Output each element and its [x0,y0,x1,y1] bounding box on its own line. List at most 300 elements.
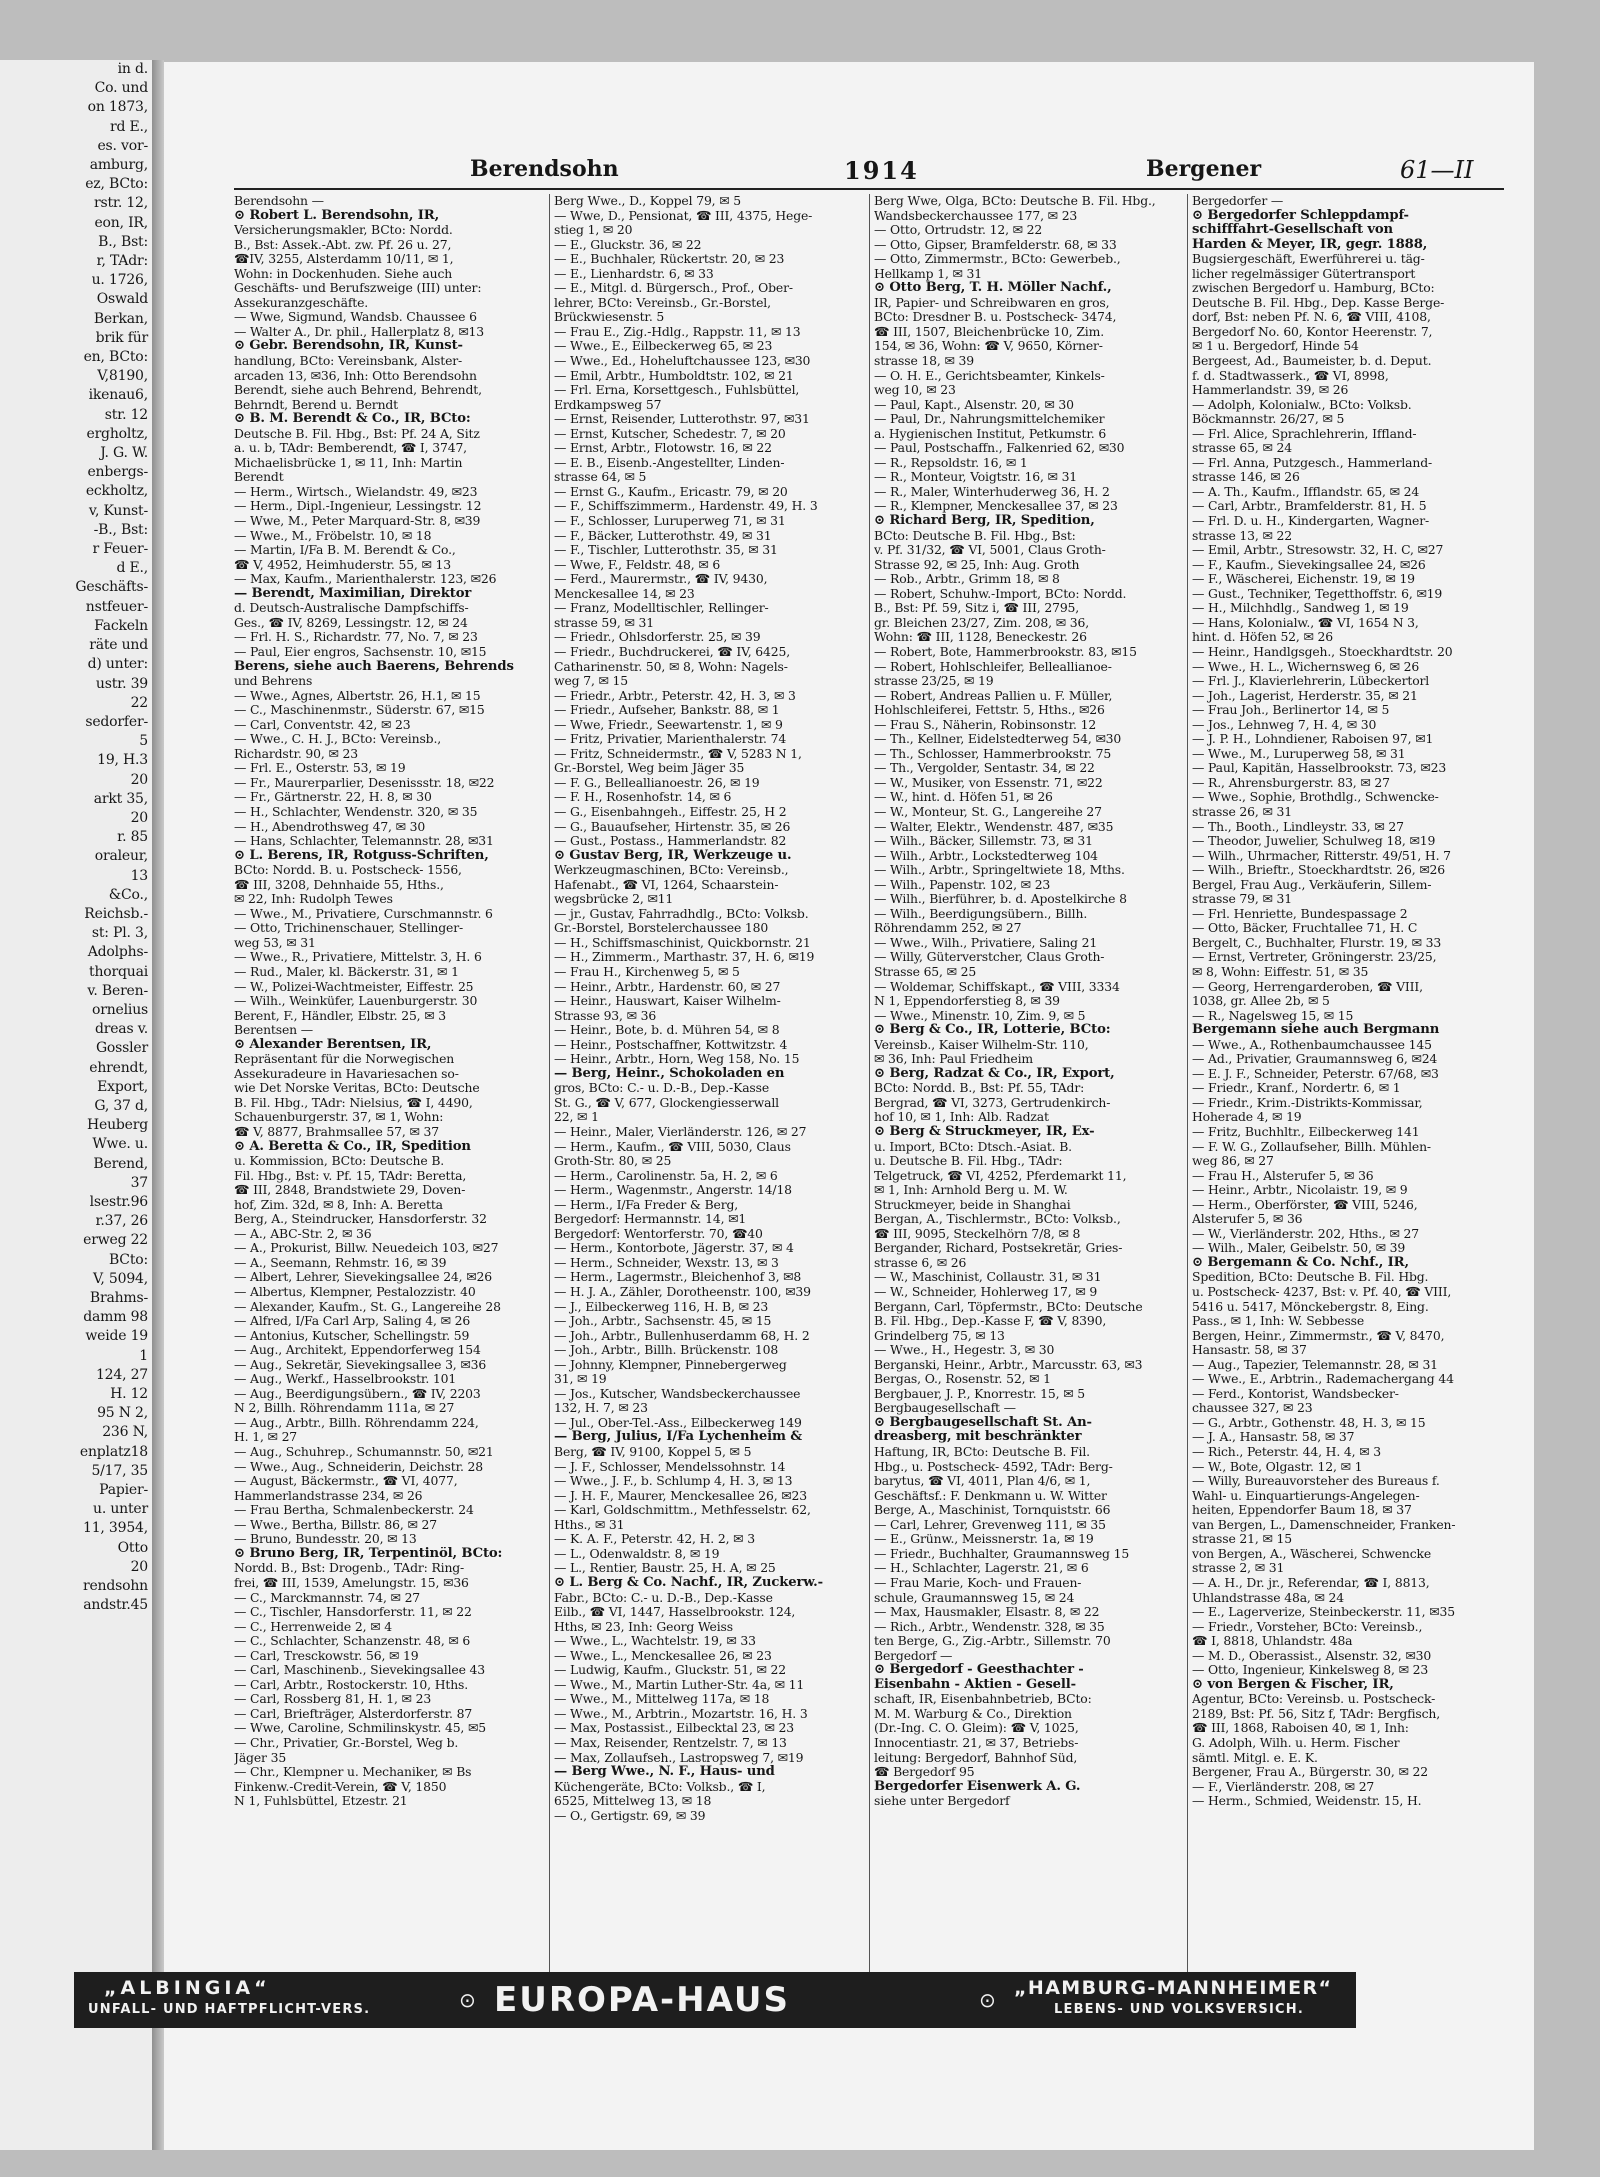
directory-entry-line: Eilb., ☎ VI, 1447, Hasselbrookstr. 124, [554,1605,796,1620]
directory-entry-line: strasse 18, ✉ 39 [874,354,974,369]
directory-entry-line: Ges., ☎ IV, 8269, Lessingstr. 12, ✉ 24 [234,615,468,630]
firm-entry-heading: ⊙ Richard Berg, IR, Spedition, [874,514,1095,529]
directory-entry-line: — Hans, Schlachter, Telemannstr. 28, ✉31 [234,834,494,849]
directory-entry-line: — H., Schiffsmaschinist, Quickbornstr. 21 [554,935,811,950]
prev-page-line: ornelius [92,1001,148,1018]
directory-entry-line: — Wwe, Sigmund, Wandsb. Chaussee 6 [234,310,477,325]
directory-entry-line: Michaelisbrücke 1, ✉ 11, Inh: Martin [234,455,463,470]
directory-entry-line: — Frl. H. S., Richardstr. 77, No. 7, ✉ 23 [234,630,478,645]
prev-page-line: BCto: [108,1251,148,1268]
directory-entry-line: van Bergen, L., Damenschneider, Franken- [1192,1517,1456,1532]
directory-entry-line: — Herm., Carolinenstr. 5a, H. 2, ✉ 6 [554,1168,778,1183]
page-number: 61—II [1400,156,1474,184]
prev-page-line: &Co., [108,886,148,903]
directory-entry-line: — Herm., Schmied, Weidenstr. 15, H. [1192,1794,1422,1809]
directory-entry-line: — J. F., Schlosser, Mendelssohnstr. 14 [554,1459,786,1474]
directory-entry-line: — Wilh., Maler, Geibelstr. 50, ✉ 39 [1192,1241,1406,1256]
directory-entry-line: u. Kommission, BCto: Deutsche B. [234,1154,445,1169]
firm-entry-heading: ⊙ Gustav Berg, IR, Werkzeuge u. [554,848,792,863]
directory-entry-line: Struckmeyer, beide in Shanghai [874,1197,1071,1212]
directory-entry-line: — Ferd., Kontorist, Wandsbecker- [1192,1386,1399,1401]
directory-entry-line: BCto: Dresdner B. u. Postscheck- 3474, [874,310,1117,325]
directory-entry-line: — Max, Kaufm., Marienthalerstr. 123, ✉26 [234,572,497,587]
directory-entry-line: — Martin, I/Fa B. M. Berendt & Co., [234,543,456,558]
directory-entry-line: — F., Kaufm., Sievekingsallee 24, ✉26 [1192,557,1426,572]
directory-entry-line: wegsbrücke 2, ✉11 [554,892,674,907]
directory-entry-line: — Wwe., Aug., Schneiderin, Deichstr. 28 [234,1459,484,1474]
directory-entry-line: siehe unter Bergedorf [874,1794,1010,1809]
directory-entry-line: Berendsohn — [234,194,324,208]
directory-entry-line: Agentur, BCto: Vereinsb. u. Postscheck- [1192,1692,1436,1707]
directory-entry-line: strasse 146, ✉ 26 [1192,470,1300,485]
directory-entry-line: — Fr., Maurerparlier, Desenissstr. 18, ✉22 [234,775,495,790]
directory-entry-line: — Ludwig, Kaufm., Gluckstr. 51, ✉ 22 [554,1663,787,1678]
firm-entry-heading: ⊙ L. Berg & Co. Nachf., IR, Zuckerw.- [554,1575,823,1590]
directory-entry-line: — Carl, Rossberg 81, H. 1, ✉ 23 [234,1692,432,1707]
directory-entry-line: — Max, Hausmakler, Elsastr. 8, ✉ 22 [874,1605,1100,1620]
directory-entry-line: — Paul, Kapitän, Hasselbrookstr. 73, ✉23 [1192,761,1447,776]
directory-entry-line: — Friedr., Ohlsdorferstr. 25, ✉ 39 [554,630,761,645]
directory-entry-line: Strasse 92, ✉ 25, Inh: Aug. Groth [874,557,1080,572]
prev-page-line: rendsohn [82,1578,148,1595]
directory-entry-line: Bergelt, C., Buchhalter, Flurstr. 19, ✉ 33 [1192,935,1442,950]
directory-entry-line: — W., Monteur, St. G., Langereihe 27 [874,804,1102,819]
directory-entry-line: a. u. b, TAdr: Bemberendt, ☎ I, 3747, [234,441,467,456]
directory-entry-line: — Franz, Modelltischler, Rellinger- [554,601,769,616]
directory-entry-line: strasse 21, ✉ 15 [1192,1532,1292,1547]
directory-entry-line: — Joh., Arbtr., Billh. Brückenstr. 108 [554,1343,779,1358]
directory-entry-line: Assekuradeure in Havariesachen so- [234,1066,459,1081]
directory-entry-line: Berg Wwe., D., Koppel 79, ✉ 5 [554,194,742,208]
page-header [164,150,1534,190]
directory-entry-line: Fil. Hbg., Bst: v. Pf. 15, TAdr: Beretta, [234,1168,467,1183]
directory-entry-line: — Wwe., M., Fröbelstr. 10, ✉ 18 [234,528,432,543]
directory-entry-line: N 2, Billh. Röhrendamm 111a, ✉ 27 [234,1401,455,1416]
firm-entry-heading: ⊙ Robert L. Berendsohn, IR, [234,208,440,223]
directory-entry-line: — W., Musiker, von Essenstr. 71, ✉22 [874,775,1103,790]
directory-entry-line: — E., Mitgl. d. Bürgersch., Prof., Ober- [554,281,793,296]
directory-entry-line: Grindelberg 75, ✉ 13 [874,1328,1005,1343]
directory-entry-line: — Heinr., Arbtr., Hardenstr. 60, ✉ 27 [554,979,781,994]
prev-page-line: r, TAdr: [96,253,148,270]
directory-entry-line: ☎ III, 2848, Brandstwiete 29, Doven- [234,1183,466,1198]
directory-entry-line: strasse 13, ✉ 22 [1192,528,1292,543]
directory-entry-line: Haftung, IR, BCto: Deutsche B. Fil. [874,1445,1090,1460]
firm-entry-heading: Harden & Meyer, IR, gegr. 1888, [1192,237,1428,252]
firm-entry-heading: ⊙ Otto Berg, T. H. Möller Nachf., [874,281,1112,296]
directory-entry-line: — G., Arbtr., Gothenstr. 48, H. 3, ✉ 15 [1192,1415,1426,1430]
firm-entry-heading: — Berendt, Maximilian, Direktor [234,586,472,601]
directory-entry-line: — Wwe., L., Menckesallee 26, ✉ 23 [554,1648,772,1663]
directory-entry-line: — Wilh., Arbtr., Springeltwiete 18, Mths. [874,863,1125,878]
directory-entry-line: — Fritz, Privatier, Marienthalerstr. 74 [554,732,787,747]
directory-entry-line: — Wwe, F., Feldstr. 48, ✉ 6 [554,557,721,572]
prev-page-line: 236 N, [102,1424,148,1441]
firm-entry-heading: — Berg, Julius, I/Fa Lychenheim & [554,1430,803,1445]
firm-entry-heading: Eisenbahn - Aktien - Gesell- [874,1677,1076,1692]
prev-page-line: weide 19 [85,1328,148,1345]
directory-entry-line: — J. H. F., Maurer, Menckesallee 26, ✉23 [554,1488,807,1503]
directory-entry-line: — Wwe., E., Eilbeckerweg 65, ✉ 23 [554,339,773,354]
directory-entry-line: — Ferd., Maurermstr., ☎ IV, 9430, [554,572,768,587]
directory-entry-line: — Wwe., R., Privatiere, Mittelstr. 3, H. 6 [234,950,482,965]
directory-entry-line: — Friedr., Vorsteher, BCto: Vereinsb., [1192,1619,1423,1634]
prev-page-line: Otto [117,1539,148,1556]
directory-entry-line: chaussee 327, ✉ 23 [1192,1401,1313,1416]
directory-entry-line: — Herm., Wirtsch., Wielandstr. 49, ✉23 [234,484,478,499]
firm-entry-heading: Bergedorfer Eisenwerk A. G. [874,1779,1081,1794]
header-left-keyword: Berendsohn [470,156,619,182]
directory-entry-line: — O. H. E., Gerichtsbeamter, Kinkels- [874,368,1105,383]
directory-entry-line: strasse 65, ✉ 24 [1192,441,1292,456]
directory-entry-line: Bergedorf: Hermannstr. 14, ✉1 [554,1212,747,1227]
prev-page-line: r Feuer- [92,541,148,558]
directory-entry-line: ☎ Bergedorf 95 [874,1765,975,1780]
directory-entry-line: ✉ 8, Wohn: Eiffestr. 51, ✉ 35 [1192,964,1369,979]
prev-page-line: ergholtz, [86,425,148,442]
directory-entry-line: Röhrendamm 252, ✉ 27 [874,921,1022,936]
directory-entry-line: Bergedorf No. 60, Kontor Heerenstr. 7, [1192,324,1433,339]
directory-entry-line: — Aug., Beerdigungsübern., ☎ IV, 2203 [234,1386,481,1401]
ad-albingia-title: „ALBINGIA“ [104,1977,271,1999]
prev-page-line: en, BCto: [83,349,148,366]
directory-entry-line: ✉ 36, Inh: Paul Friedheim [874,1052,1034,1067]
directory-entry-line: weg 86, ✉ 27 [1192,1154,1274,1169]
directory-entry-line: — Ad., Privatier, Graumannsweg 6, ✉24 [1192,1052,1438,1067]
directory-entry-line: 5416 u. 5417, Mönckebergstr. 8, Eing. [1192,1299,1429,1314]
directory-entry-line: — G., Eisenbahngeh., Eiffestr. 25, H 2 [554,804,787,819]
directory-entry-line: Küchengeräte, BCto: Volksb., ☎ I, [554,1779,766,1794]
firm-entry-heading: dreasberg, mit beschränkter [874,1430,1082,1445]
directory-entry-line: — Carl, Tresckowstr. 56, ✉ 19 [234,1648,419,1663]
directory-entry-line: — Paul, Kapt., Alsenstr. 20, ✉ 30 [874,397,1074,412]
prev-page-line: Papier- [99,1482,148,1499]
directory-entry-line: — Joh., Arbtr., Sachsenstr. 45, ✉ 15 [554,1314,772,1329]
directory-entry-line: ☎ III, 1868, Raboisen 40, ✉ 1, Inh: [1192,1721,1409,1736]
prev-page-line: rd E., [109,118,148,135]
prev-page-line: amburg, [89,157,148,174]
prev-page-line: 5/17, 35 [91,1462,148,1479]
directory-entry-line: Bergeest, Ad., Baumeister, b. d. Deput. [1192,354,1432,369]
prev-page-line: sedorfer- [85,713,148,730]
firm-entry-heading: schifffahrt-Gesellschaft von [1192,223,1393,238]
directory-entry-line: — Aug., Tapezier, Telemannstr. 28, ✉ 31 [1192,1357,1438,1372]
directory-entry-line: — Wilh., Uhrmacher, Ritterstr. 49/51, H. 7 [1192,848,1451,863]
directory-entry-line: — Wwe., M., Privatiere, Curschmannstr. 6 [234,906,493,921]
directory-entry-line: Hohlschleiferei, Fettstr. 5, Hths., ✉26 [874,703,1105,718]
directory-entry-line: 2189, Bst: Pf. 56, Sitz f, TAdr: Bergfisch, [1192,1706,1440,1721]
firm-entry-heading: ⊙ Berg & Struckmeyer, IR, Ex- [874,1125,1095,1139]
prev-page-line: ustr. 39 [95,675,148,692]
directory-entry-line: Berg Wwe, Olga, BCto: Deutsche B. Fil. Hbg., [874,194,1156,208]
directory-entry-line: ten Berge, G., Zig.-Arbtr., Sillemstr. 70 [874,1634,1111,1649]
directory-entry-line: ☎ III, 3208, Dehnhaide 55, Hths., [234,877,444,892]
directory-entry-line: — Joh., Arbtr., Bullenhuserdamm 68, H. 2 [554,1328,810,1343]
prev-page-line: Oswald [96,291,148,308]
prev-page-line: andstr.45 [83,1597,148,1614]
directory-entry-line: B. Fil. Hbg., TAdr: Nielsius, ☎ I, 4490, [234,1095,473,1110]
directory-entry-line: — Frl. Erna, Korsettgesch., Fuhlsbüttel, [554,383,800,398]
ad-hamburg-mannheimer-subtitle: LEBENS- UND VOLKSVERSICH. [1054,2002,1304,2017]
directory-entry-line: — Antonius, Kutscher, Schellingstr. 59 [234,1328,470,1343]
directory-entry-line: — F., Wäscherei, Eichenstr. 19, ✉ 19 [1192,572,1415,587]
prev-page-line: J. G. W. [100,445,148,462]
column-divider [549,194,550,1994]
directory-entry-line: — F., Bäcker, Lutterothstr. 49, ✉ 31 [554,528,772,543]
directory-entry-line: — Heinr., Maler, Vierländerstr. 126, ✉ 27 [554,1125,807,1139]
prev-page-line: 22 [130,694,148,711]
directory-entry-line: Richardstr. 90, ✉ 23 [234,746,358,761]
directory-entry-line: — Gust., Techniker, Tegetthoffstr. 6, ✉19 [1192,586,1443,601]
directory-entry-line: Brückwiesenstr. 5 [554,310,665,325]
directory-entry-line: schaft, IR, Eisenbahnbetrieb, BCto: [874,1692,1092,1707]
directory-entry-line: — Hans, Kolonialw., ☎ VI, 1654 N 3, [1192,615,1419,630]
directory-entry-line: strasse 64, ✉ 5 [554,470,647,485]
directory-entry-line: strasse 59, ✉ 31 [554,615,654,630]
directory-entry-line: — Frau Marie, Koch- und Frauen- [874,1575,1082,1590]
prev-page-line: V, 5094, [92,1270,148,1287]
directory-entry-line: — Wilh., Beerdigungsübern., Billh. [874,906,1088,921]
directory-entry-line: — Wwe., M., Luruperweg 58, ✉ 31 [1192,746,1406,761]
directory-entry-line: Bergander, Richard, Postsekretär, Gries- [874,1241,1123,1256]
directory-entry-line: — Chr., Privatier, Gr.-Borstel, Weg b. [234,1735,459,1750]
directory-entry-line: Catharinenstr. 50, ✉ 8, Wohn: Nagels- [554,659,788,674]
directory-entry-line: Wohn: ☎ III, 1128, Beneckestr. 26 [874,630,1087,645]
directory-entry-line: — Heinr., Hauswart, Kaiser Wilhelm- [554,994,781,1009]
directory-entry-line: — Walter A., Dr. phil., Hallerplatz 8, ✉13 [234,324,485,339]
directory-entry-line: weg 53, ✉ 31 [234,935,316,950]
prev-page-line: lsestr.96 [89,1193,148,1210]
directory-entry-line: Bergedorfer — [1192,194,1284,208]
directory-entry-line: BCto: Deutsche B. Fil. Hbg., Bst: [874,528,1076,543]
directory-entry-line: — H., Schlachter, Wendenstr. 320, ✉ 35 [234,804,478,819]
directory-entry-line: — Wwe., Bertha, Billstr. 86, ✉ 27 [234,1517,437,1532]
directory-entry-line: Versicherungsmakler, BCto: Nordd. [234,223,453,238]
directory-entry-line: — Herm., Dipl.-Ingenieur, Lessingstr. 12 [234,499,482,514]
header-right-keyword: Bergener [1146,156,1262,182]
firm-entry-heading: ⊙ L. Berens, IR, Rotguss-Schriften, [234,848,489,863]
prev-page-line: V,8190, [97,368,148,385]
firm-entry-heading: Berens, siehe auch Baerens, Behrends [234,659,514,674]
prev-page-line: thorquai [89,963,148,980]
directory-entry-line: — Georg, Herrengarderoben, ☎ VIII, [1192,979,1423,994]
directory-entry-line: 31, ✉ 19 [554,1372,607,1387]
directory-entry-line: Hellkamp 1, ✉ 31 [874,266,983,281]
directory-entry-line: — Herm., Wagenmstr., Angerstr. 14/18 [554,1183,792,1198]
directory-entry-line: Bergann, Carl, Töpfermstr., BCto: Deutsche [874,1299,1143,1314]
directory-entry-line: — Emil, Arbtr., Stresowstr. 32, H. C, ✉27 [1192,543,1444,558]
directory-entry-line: Telgetruck, ☎ VI, 4252, Pferdemarkt 11, [874,1168,1127,1183]
directory-entry-line: — C., Tischler, Hansdorferstr. 11, ✉ 22 [234,1605,472,1620]
firm-entry-heading: ⊙ Alexander Berentsen, IR, [234,1037,432,1052]
directory-entry-line: — Heinr., Arbtr., Horn, Weg 158, No. 15 [554,1052,800,1067]
directory-entry-line: — Frau E., Zig.-Hdlg., Rappstr. 11, ✉ 13 [554,324,801,339]
directory-entry-line: Strasse 65, ✉ 25 [874,964,977,979]
directory-entry-line: — Carl, Maschinenb., Sievekingsallee 43 [234,1663,486,1678]
directory-entry-line: — Wwe., E., Arbtrin., Rademachergang 44 [1192,1372,1454,1387]
directory-entry-line: — Wwe., C. H. J., BCto: Vereinsb., [234,732,442,747]
directory-entry-line: — Fr., Gärtnerstr. 22, H. 8, ✉ 30 [234,790,432,805]
prev-page-line: enbergs- [87,464,148,481]
directory-entry-line: Werkzeugmaschinen, BCto: Vereinsb., [554,863,789,878]
directory-entry-line: — Wilh., Brieftr., Stoeckhardtstr. 26, ✉26 [1192,863,1446,878]
advertisement-banner [74,1972,1356,2028]
prev-page-line: 37 [130,1174,148,1191]
prev-page-line: eon, IR, [94,214,148,231]
header-rule [234,188,1504,190]
prev-page-line: 20 [130,771,148,788]
directory-entry-line: d. Deutsch-Australische Dampfschiffs- [234,601,469,616]
directory-entry-line: B., Bst: Pf. 59, Sitz i, ☎ III, 2795, [874,601,1080,616]
directory-entry-line: — Adolph, Kolonialw., BCto: Volksb. [1192,397,1412,412]
directory-entry-line: frei, ☎ III, 1539, Amelungstr. 15, ✉36 [234,1575,469,1590]
directory-entry-line: — E. B., Eisenb.-Angestellter, Linden- [554,455,785,470]
directory-entry-line: — Robert, Hohlschleifer, Belleallianoe- [874,659,1112,674]
directory-entry-line: — R., Repsoldstr. 16, ✉ 1 [874,455,1028,470]
directory-entry-line: — Rich., Arbtr., Wendenstr. 328, ✉ 35 [874,1619,1105,1634]
column-divider [1187,194,1188,1994]
directory-entry-line: Schauenburgerstr. 37, ✉ 1, Wohn: [234,1110,444,1125]
directory-entry-line: — Theodor, Juwelier, Schulweg 18, ✉19 [1192,834,1436,849]
directory-entry-line: — H., Abendrothsweg 47, ✉ 30 [234,819,426,834]
directory-entry-line: — Herm., Kontorbote, Jägerstr. 37, ✉ 4 [554,1241,794,1256]
directory-entry-line: — Wwe., H., Hegestr. 3, ✉ 30 [874,1343,1055,1358]
directory-entry-line: 22, ✉ 1 [554,1110,599,1125]
directory-entry-line: Deutsche B. Fil. Hbg., Dep. Kasse Berge- [1192,295,1445,310]
directory-entry-line: strasse 23/25, ✉ 19 [874,674,994,689]
directory-entry-line: Assekuranzgeschäfte. [234,295,369,310]
directory-entry-line: Hbg., u. Postscheck- 4592, TAdr: Berg- [874,1459,1113,1474]
directory-entry-line: Berganski, Heinr., Arbtr., Marcusstr. 63, ✉3 [874,1357,1143,1372]
prev-page-line: arkt 35, [93,790,148,807]
directory-entry-line: — R., Ahrensburgerstr. 83, ✉ 27 [1192,775,1390,790]
prev-page-line: 13 [130,867,148,884]
directory-entry-line: — M. D., Oberassist., Alsenstr. 32, ✉30 [1192,1648,1432,1663]
directory-entry-line: — H., Milchhdlg., Sandweg 1, ✉ 19 [1192,601,1409,616]
directory-entry-line: — Otto, Ortrudstr. 12, ✉ 22 [874,223,1043,238]
directory-entry-line: B., Bst: Assek.-Abt. zw. Pf. 26 u. 27, [234,237,452,252]
directory-entry-line: Bergener, Frau A., Bürgerstr. 30, ✉ 22 [1192,1765,1428,1780]
directory-entry-line: — Carl, Lehrer, Grevenweg 111, ✉ 35 [874,1517,1106,1532]
directory-entry-line: — Johnny, Klempner, Pinnebergerweg [554,1357,787,1372]
directory-entry-line: Bergedorf: Wentorferstr. 70, ☎40 [554,1226,763,1241]
prev-page-line: u. 1726, [91,272,148,289]
prev-page-line: Wwe. u. [92,1136,148,1153]
directory-entry-line: Bergas, O., Rosenstr. 52, ✉ 1 [874,1372,1051,1387]
directory-entry-line: — Wwe., A., Rothenbaumchaussee 145 [1192,1037,1432,1052]
directory-entry-line: — C., Marckmannstr. 74, ✉ 27 [234,1590,421,1605]
directory-entry-line: ☎ V, 4952, Heimhuderstr. 55, ✉ 13 [234,557,451,572]
directory-entry-line: — J. P. H., Lohndiener, Raboisen 97, ✉1 [1192,732,1434,747]
prev-page-line: räte und [89,637,148,654]
prev-page-line: Heuberg [86,1117,148,1134]
directory-entry-line: — E., Lagerverize, Steinbeckerstr. 11, ✉35 [1192,1605,1455,1620]
directory-entry-line: — Paul, Dr., Nahrungsmittelchemiker [874,412,1105,427]
directory-entry-line: — Karl, Goldschmittm., Methfesselstr. 62, [554,1503,811,1518]
directory-entry-line: — Wwe., L., Wachtelstr. 19, ✉ 33 [554,1634,756,1649]
directory-entry-line: strasse 6, ✉ 26 [874,1255,967,1270]
directory-entry-line: strasse 79, ✉ 31 [1192,892,1292,907]
prev-page-line: Berend, [93,1155,148,1172]
firm-entry-heading: — Berg Wwe., N. F., Haus- und [554,1765,775,1780]
directory-entry-line: handlung, BCto: Vereinsbank, Alster- [234,354,463,369]
directory-entry-line: — Wilh., Papenstr. 102, ✉ 23 [874,877,1051,892]
directory-entry-line: — Aug., Werkf., Hasselbrookstr. 101 [234,1372,457,1387]
directory-entry-line: Deutsche B. Fil. Hbg., Bst: Pf. 24 A, Sitz [234,426,480,441]
directory-entry-line: — Gust., Postass., Hammerlandstr. 82 [554,834,787,849]
directory-entry-line: Groth-Str. 80, ✉ 25 [554,1154,672,1169]
directory-entry-line: — Ernst, Reisender, Lutterothstr. 97, ✉31 [554,412,810,427]
directory-entry-line: strasse 26, ✉ 31 [1192,804,1292,819]
directory-entry-line: — Alexander, Kaufm., St. G., Langereihe 28 [234,1299,501,1314]
directory-entry-line: — C., Schlachter, Schanzenstr. 48, ✉ 6 [234,1634,471,1649]
prev-page-line: in d. [117,61,148,77]
directory-entry-line: — Max, Postassist., Eilbecktal 23, ✉ 23 [554,1721,794,1736]
prev-page-line: d) unter: [87,656,148,673]
directory-entry-line: v. Pf. 31/32, ☎ VI, 5001, Claus Groth- [874,543,1106,558]
directory-entry-line: — C., Herrenweide 2, ✉ 4 [234,1619,392,1634]
directory-entry-line: Hoherade 4, ✉ 19 [1192,1110,1302,1125]
directory-entry-line: — Aug., Arbtr., Billh. Röhrendamm 224, [234,1415,479,1430]
prev-page-line: brik für [95,329,148,346]
directory-entry-line: Fabr., BCto: C.- u. D.-B., Dep.-Kasse [554,1590,773,1605]
firm-entry-heading: ⊙ Bergbaugesellschaft St. An- [874,1415,1092,1430]
directory-entry-line: sämtl. Mitgl. e. E. K. [1192,1750,1318,1765]
prev-page-line: 20 [130,1558,148,1575]
directory-entry-line: — Th., Kellner, Eidelstedterweg 54, ✉30 [874,732,1122,747]
directory-entry-line: Geschäftsf.: F. Denkmann u. W. Witter [874,1488,1107,1503]
directory-entry-line: — Wwe., Minenstr. 10, Zim. 9, ✉ 5 [874,1008,1086,1023]
firm-entry-heading: — Berg, Heinr., Schokoladen en [554,1066,785,1081]
directory-entry-line: — Wwe., Ed., Hoheluftchaussee 123, ✉30 [554,354,811,369]
directory-entry-line: Wandsbeckerchaussee 177, ✉ 23 [874,208,1078,223]
directory-entry-line: — Fritz, Buchhltr., Eilbeckerweg 141 [1192,1125,1420,1139]
directory-entry-line: — Heinr., Arbtr., Nicolaistr. 19, ✉ 9 [1192,1183,1408,1198]
directory-entry-line: — Max, Reisender, Rentzelstr. 7, ✉ 13 [554,1735,787,1750]
prev-page-line: Adolphs- [87,944,148,961]
directory-entry-line: — F., Schlosser, Luruperweg 71, ✉ 31 [554,514,786,529]
ad-hamburg-mannheimer-title: „HAMBURG-MANNHEIMER“ [1014,1977,1333,1999]
directory-entry-line: — L., Rentier, Baustr. 25, H. A, ✉ 25 [554,1561,776,1576]
directory-entry-line: — Wwe., M., Mittelweg 117a, ✉ 18 [554,1692,770,1707]
prev-page-line: r. 85 [117,829,148,846]
directory-entry-line: — L., Odenwaldstr. 8, ✉ 19 [554,1546,720,1561]
directory-entry-line: — Ernst G., Kaufm., Ericastr. 79, ✉ 20 [554,484,788,499]
prev-page-line: u. unter [93,1501,148,1518]
directory-entry-line: — Otto, Bäcker, Fruchtallee 71, H. C [1192,921,1418,936]
column-divider [869,194,870,1994]
directory-entry-line: M. M. Warburg & Co., Direktion [874,1706,1072,1721]
directory-entry-line: — Aug., Architekt, Eppendorferweg 154 [234,1343,481,1358]
directory-entry-line: ☎ I, 8818, Uhlandstr. 48a [1192,1634,1353,1649]
directory-entry-line: — Rich., Peterstr. 44, H. 4, ✉ 3 [1192,1445,1381,1460]
directory-entry-line: f. d. Stadtwasserk., ☎ VI, 8998, [1192,368,1389,383]
firm-entry-heading: Bergemann siehe auch Bergmann [1192,1023,1440,1038]
ad-ornament-icon: ⊙ [459,1988,476,2012]
firm-entry-heading: ⊙ von Bergen & Fischer, IR, [1192,1677,1394,1692]
prev-page-line: oraleur, [94,848,148,865]
directory-page [164,62,1534,2150]
ad-albingia-subtitle: UNFALL- UND HAFTPFLICHT-VERS. [88,2002,371,2017]
directory-entry-line: Hammerlandstrasse 234, ✉ 26 [234,1488,423,1503]
directory-entry-line: — F., Schiffszimmerm., Hardenstr. 49, H. 3 [554,499,818,514]
directory-entry-line: — Robert, Andreas Pallien u. F. Müller, [874,688,1113,703]
directory-entry-line: Bergan, A., Tischlermstr., BCto: Volksb., [874,1212,1121,1227]
directory-entry-line: — Frau S., Näherin, Robinsonstr. 12 [874,717,1097,732]
firm-entry-heading: ⊙ Berg & Co., IR, Lotterie, BCto: [874,1023,1111,1038]
column-2 [554,194,867,1994]
column-1 [234,194,547,1994]
